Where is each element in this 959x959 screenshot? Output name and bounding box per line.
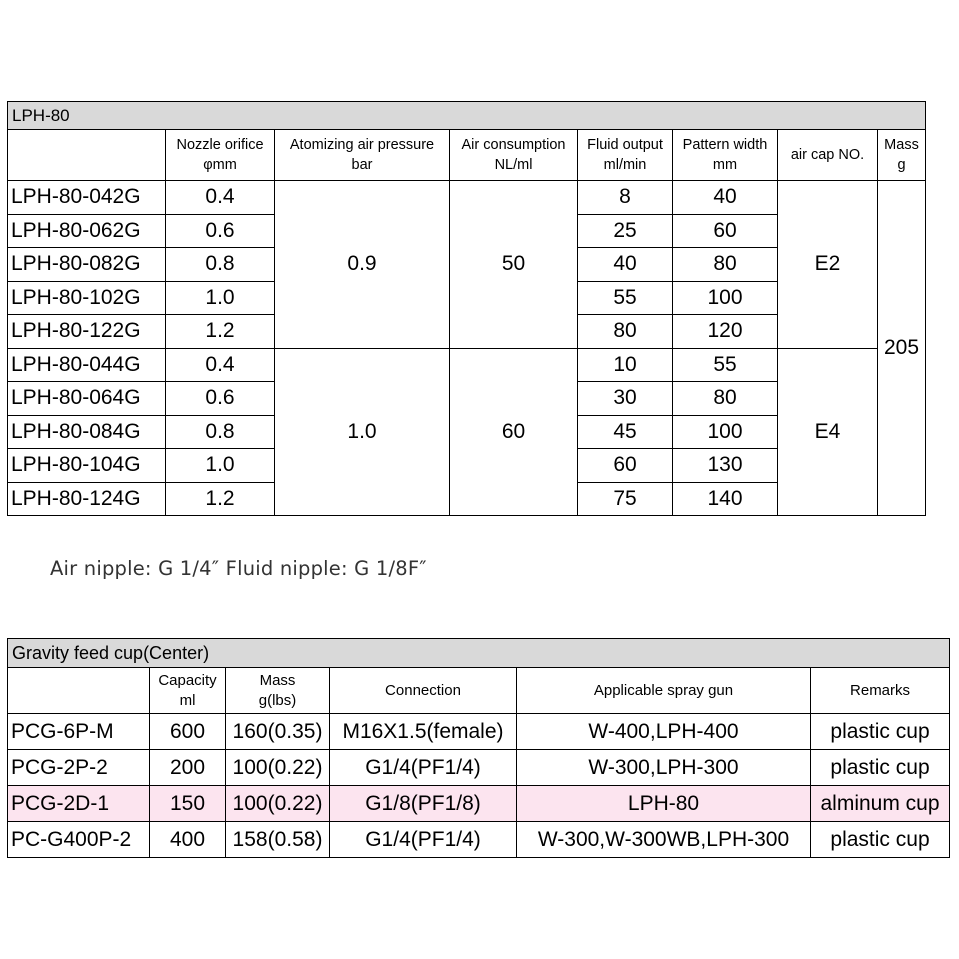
table-row [8, 750, 950, 786]
mass-cell: 205 [878, 181, 926, 516]
fluid-cell: 45 [578, 415, 673, 449]
capacity-cell: 600 [150, 714, 226, 750]
table-row [8, 714, 950, 750]
remarks-cell: plastic cup [811, 750, 950, 786]
connection-cell: G1/4(PF1/4) [330, 822, 517, 858]
model-cell: PCG-2D-1 [8, 786, 150, 822]
pattern-cell: 130 [673, 449, 778, 483]
model-cell: PCG-2P-2 [8, 750, 150, 786]
model-cell: LPH-80-122G [8, 315, 166, 349]
gun-cell: LPH-80 [517, 786, 811, 822]
model-cell: LPH-80-064G [8, 382, 166, 416]
header-mass: Mass g(lbs) [226, 668, 330, 714]
pattern-cell: 55 [673, 348, 778, 382]
connection-cell: G1/8(PF1/8) [330, 786, 517, 822]
fluid-cell: 25 [578, 214, 673, 248]
model-cell: LPH-80-062G [8, 214, 166, 248]
nozzle-cell: 1.0 [166, 281, 275, 315]
air-pressure-cell: 0.9 [275, 181, 450, 349]
header-air-cap: air cap NO. [778, 130, 878, 181]
mass-cell: 100(0.22) [226, 786, 330, 822]
pattern-cell: 60 [673, 214, 778, 248]
model-cell: LPH-80-044G [8, 348, 166, 382]
gravity-feed-cup-table [7, 638, 950, 858]
mass-cell: 160(0.35) [226, 714, 330, 750]
nozzle-cell: 0.8 [166, 415, 275, 449]
nozzle-cell: 0.4 [166, 181, 275, 215]
header-air-pressure: Atomizing air pressure bar [275, 130, 450, 181]
remarks-cell: alminum cup [811, 786, 950, 822]
header-model [8, 668, 150, 714]
header-pattern-width: Pattern width mm [673, 130, 778, 181]
pattern-cell: 120 [673, 315, 778, 349]
model-cell: LPH-80-104G [8, 449, 166, 483]
nozzle-cell: 0.4 [166, 348, 275, 382]
fluid-cell: 80 [578, 315, 673, 349]
table-title: Gravity feed cup(Center) [8, 639, 950, 668]
remarks-cell: plastic cup [811, 822, 950, 858]
header-connection: Connection [330, 668, 517, 714]
pattern-cell: 80 [673, 248, 778, 282]
pattern-cell: 100 [673, 415, 778, 449]
header-applicable-gun: Applicable spray gun [517, 668, 811, 714]
nozzle-cell: 1.0 [166, 449, 275, 483]
nozzle-cell: 1.2 [166, 315, 275, 349]
connection-cell: G1/4(PF1/4) [330, 750, 517, 786]
model-cell: LPH-80-124G [8, 482, 166, 516]
header-model [8, 130, 166, 181]
table-row-highlighted [8, 786, 950, 822]
air-consumption-cell: 50 [450, 181, 578, 349]
pattern-cell: 140 [673, 482, 778, 516]
table-title: LPH-80 [8, 102, 926, 130]
model-cell: LPH-80-082G [8, 248, 166, 282]
model-cell: LPH-80-084G [8, 415, 166, 449]
gun-cell: W-400,LPH-400 [517, 714, 811, 750]
air-cap-cell: E4 [778, 348, 878, 516]
table-row [8, 822, 950, 858]
header-remarks: Remarks [811, 668, 950, 714]
gun-cell: W-300,W-300WB,LPH-300 [517, 822, 811, 858]
model-cell: PC-G400P-2 [8, 822, 150, 858]
nozzle-cell: 0.8 [166, 248, 275, 282]
connection-cell: M16X1.5(female) [330, 714, 517, 750]
nipple-note: Air nipple: G 1/4″ Fluid nipple: G 1/8F″ [50, 557, 427, 580]
header-fluid-output: Fluid output ml/min [578, 130, 673, 181]
pattern-cell: 80 [673, 382, 778, 416]
lph80-spec-table [7, 101, 926, 516]
gun-cell: W-300,LPH-300 [517, 750, 811, 786]
mass-cell: 158(0.58) [226, 822, 330, 858]
header-capacity: Capacity ml [150, 668, 226, 714]
capacity-cell: 200 [150, 750, 226, 786]
header-air-consumption: Air consumption NL/ml [450, 130, 578, 181]
air-consumption-cell: 60 [450, 348, 578, 516]
air-pressure-cell: 1.0 [275, 348, 450, 516]
nozzle-cell: 0.6 [166, 382, 275, 416]
model-cell: LPH-80-042G [8, 181, 166, 215]
header-nozzle: Nozzle orifice φmm [166, 130, 275, 181]
capacity-cell: 150 [150, 786, 226, 822]
air-cap-cell: E2 [778, 181, 878, 349]
model-cell: LPH-80-102G [8, 281, 166, 315]
nozzle-cell: 1.2 [166, 482, 275, 516]
nozzle-cell: 0.6 [166, 214, 275, 248]
capacity-cell: 400 [150, 822, 226, 858]
header-mass: Mass g [878, 130, 926, 181]
table-row [8, 181, 926, 215]
remarks-cell: plastic cup [811, 714, 950, 750]
fluid-cell: 30 [578, 382, 673, 416]
fluid-cell: 40 [578, 248, 673, 282]
pattern-cell: 40 [673, 181, 778, 215]
pattern-cell: 100 [673, 281, 778, 315]
table-row [8, 348, 926, 382]
fluid-cell: 75 [578, 482, 673, 516]
fluid-cell: 8 [578, 181, 673, 215]
fluid-cell: 10 [578, 348, 673, 382]
mass-cell: 100(0.22) [226, 750, 330, 786]
model-cell: PCG-6P-M [8, 714, 150, 750]
fluid-cell: 55 [578, 281, 673, 315]
fluid-cell: 60 [578, 449, 673, 483]
